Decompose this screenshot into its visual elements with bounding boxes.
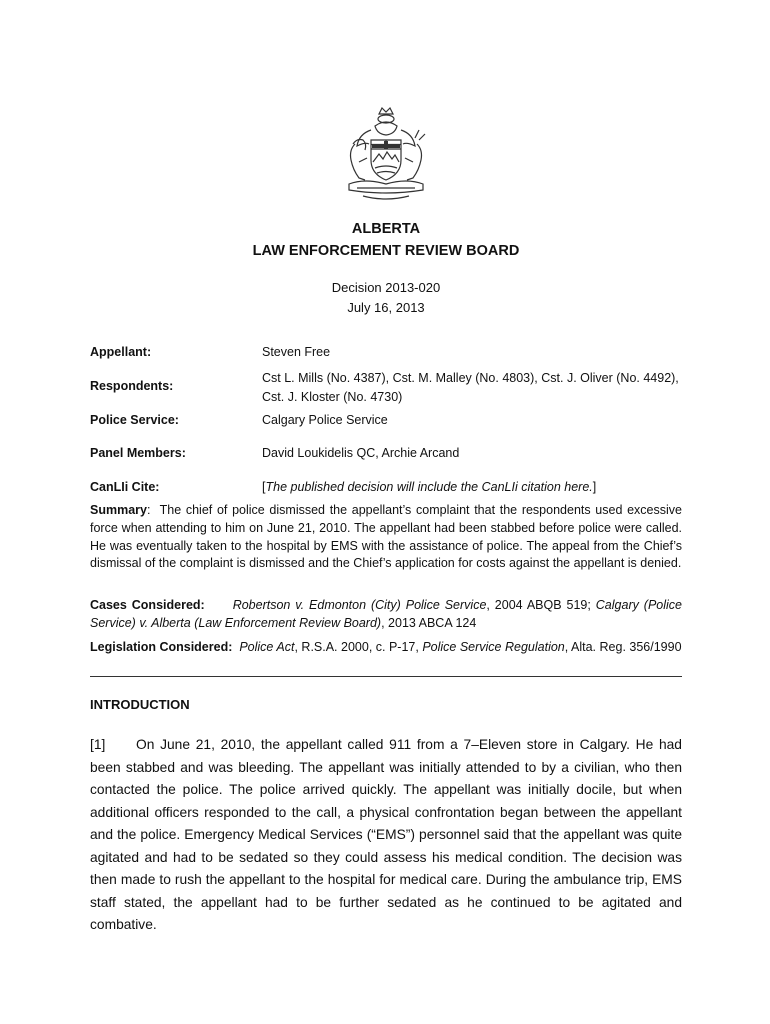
paragraph-number: [1] <box>90 737 106 752</box>
case-calgary: Calgary (Police Service) v. Alberta (Law Enforcement Review Board) <box>90 598 682 630</box>
police-service-label: Police Service: <box>90 413 179 427</box>
document-page <box>90 0 682 1024</box>
legislation-considered <box>90 639 682 657</box>
section-divider <box>90 676 682 677</box>
decision-number: Decision 2013-020 <box>331 280 441 295</box>
paragraph-text: On June 21, 2010, the appellant called 911 from a 7–Eleven store in Calgary. He had been stabbed and was bleeding. The appellant was initially attended to by a civilian, who then contacted the police. The police arrived quickly. The appellant was initially docile, but when additional officers responded to the call, a physical confrontation began between the appellant and the police. Emergency Medical Services (“EMS”) personnel said that the appellant was quite agitated and had to be sedated so they could assess his medical condition. The decision was then made to rush the appellant to the hospital for medical care. During the ambulance trip, EMS staff stated, the appellant had to be further sedated as he continued to be agitated and combative. <box>90 737 682 932</box>
title-line-alberta: ALBERTA <box>351 221 421 237</box>
summary-paragraph: Summary: The chief of police dismissed the appellant’s complaint that the respondents used excessive force when attending to him on June 21, 2010. The appellant had been stabbed before police were called. He was eventually taken to the hospital by EMS with the assistance of police. The appeal from the Chief’s dismissal of the complaint is dismissed and the Chief’s application for costs against the appellant is denied. <box>90 503 682 571</box>
legislation-label: Legislation Considered: <box>90 640 233 654</box>
cases-label: Cases Considered: <box>90 598 205 612</box>
case-calgary-cite: , 2013 ABCA 124 <box>381 615 477 630</box>
respondents-label: Respondents: <box>90 379 174 393</box>
canlii-cite-label: CanLIi Cite: <box>90 480 160 494</box>
police-service-regulation: Police Service Regulation <box>422 640 565 654</box>
police-act: Police Act <box>239 640 295 654</box>
appellant-label: Appellant: <box>90 345 152 359</box>
case-robertson: Robertson v. Edmonton (City) Police Service <box>232 598 487 612</box>
organization-title <box>90 218 682 262</box>
summary-text: The chief of police dismissed the appellant’s complaint that the respondents used excessive force when attending to him on June 21, 2010. The appellant had been stabbed before police were called. He was eventually taken to the hospital by EMS with the assistance of police. The appeal from the Chief’s dismissal of the complaint is dismissed and the Chief’s application for costs against the appellant is denied. <box>90 503 682 571</box>
title-line-board: LAW ENFORCEMENT REVIEW BOARD <box>252 243 520 259</box>
decision-info <box>90 278 682 318</box>
paragraph-1 <box>90 734 682 937</box>
summary-label: Summary <box>90 503 147 517</box>
panel-members-value: David Loukidelis QC, Archie Arcand <box>262 446 460 460</box>
introduction-heading: INTRODUCTION <box>90 697 190 712</box>
police-act-cite: , R.S.A. 2000, c. P-17, <box>294 640 423 654</box>
alberta-coat-of-arms-icon <box>335 104 437 204</box>
respondents-value: Cst L. Mills (No. 4387), Cst. M. Malley (No. 4803), Cst. J. Oliver (No. 4492), Cst. J. Kloster (No. 4730) <box>262 371 679 404</box>
regulation-cite: , Alta. Reg. 356/1990 <box>564 640 682 654</box>
case-robertson-cite: , 2004 ABQB 519; <box>486 598 596 612</box>
canlii-cite-value: [The published decision will include the CanLIi citation here.] <box>262 480 597 494</box>
decision-date: July 16, 2013 <box>347 300 425 315</box>
police-service-value: Calgary Police Service <box>262 413 388 427</box>
panel-members-label: Panel Members: <box>90 446 186 460</box>
canlii-cite-text: The published decision will include the CanLIi citation here. <box>265 480 593 494</box>
cases-considered <box>90 597 682 633</box>
appellant-value: Steven Free <box>262 345 331 359</box>
